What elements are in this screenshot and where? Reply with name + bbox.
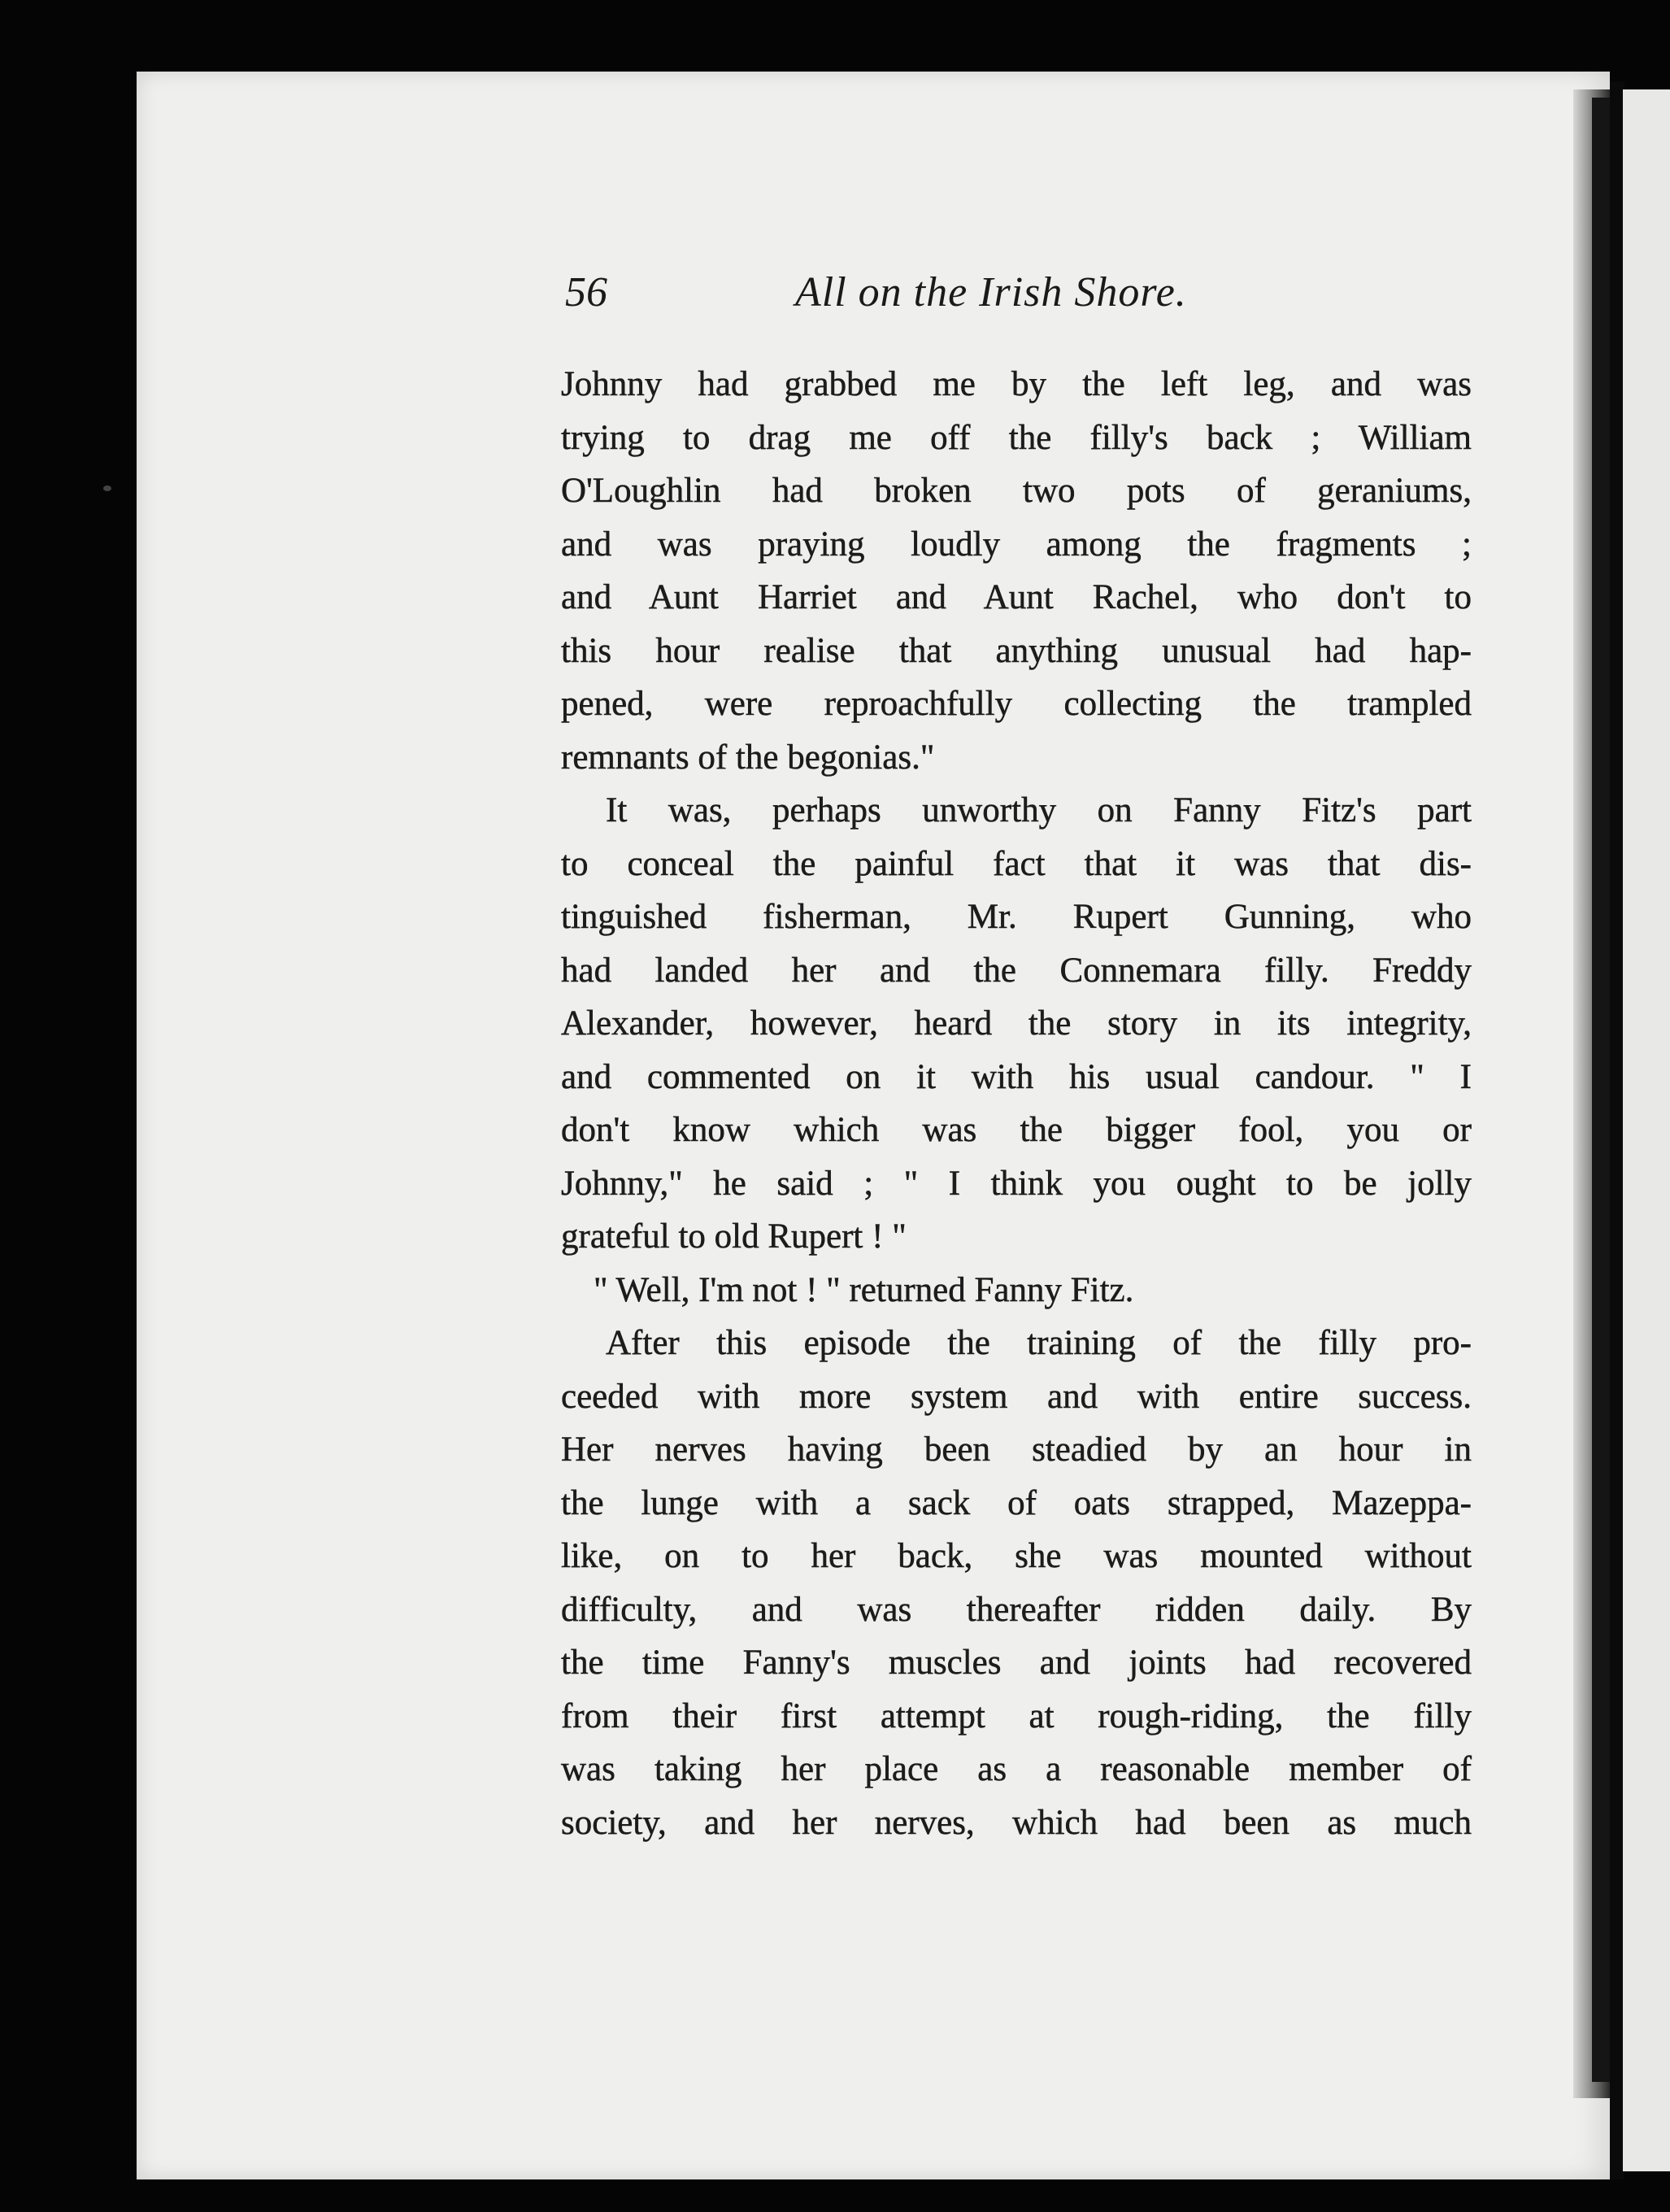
text-line: had landed her and the Connemara filly. Freddy bbox=[561, 951, 1472, 990]
running-title: All on the Irish Shore. bbox=[795, 269, 1187, 316]
text-line: Johnny," he said ; " I think you ought to be jolly bbox=[561, 1164, 1472, 1203]
body-text bbox=[561, 358, 1472, 1849]
text-line: tinguished fisherman, Mr. Rupert Gunning, who bbox=[561, 898, 1472, 936]
text-line: like, on to her back, she was mounted without bbox=[561, 1537, 1472, 1575]
text-line: remnants of the begonias." bbox=[561, 738, 935, 777]
text-line: from their first attempt at rough-riding, the filly bbox=[561, 1696, 1472, 1735]
page-number: 56 bbox=[565, 269, 607, 316]
text-line: the time Fanny's muscles and joints had recovered bbox=[561, 1644, 1472, 1682]
text-line: and Aunt Harriet and Aunt Rachel, who don't to bbox=[561, 578, 1472, 616]
facing-page-edge bbox=[1623, 89, 1670, 2171]
text-line: don't know which was the bigger fool, you or bbox=[561, 1111, 1472, 1149]
binding-shadow bbox=[1592, 98, 1610, 2082]
scan-speck bbox=[103, 486, 111, 491]
text-line: difficulty, and was thereafter ridden daily. By bbox=[561, 1590, 1472, 1629]
text-line: " Well, I'm not ! " returned Fanny Fitz. bbox=[594, 1270, 1134, 1309]
text-line: was taking her place as a reasonable member of bbox=[561, 1750, 1472, 1788]
text-line: trying to drag me off the filly's back ; William bbox=[561, 418, 1472, 457]
text-line: O'Loughlin had broken two pots of geraniums, bbox=[561, 472, 1472, 510]
text-line: this hour realise that anything unusual had hap- bbox=[561, 631, 1472, 670]
text-line: to conceal the painful fact that it was that dis- bbox=[561, 844, 1472, 883]
text-line: It was, perhaps unworthy on Fanny Fitz's part bbox=[606, 791, 1472, 830]
text-line: the lunge with a sack of oats strapped, Mazeppa- bbox=[561, 1483, 1472, 1522]
text-line: pened, were reproachfully collecting the trampled bbox=[561, 685, 1472, 723]
text-line: Alexander, however, heard the story in its integrity, bbox=[561, 1004, 1472, 1043]
text-line: and was praying loudly among the fragments ; bbox=[561, 525, 1472, 564]
text-line: After this episode the training of the filly pro- bbox=[606, 1324, 1472, 1362]
text-line: ceeded with more system and with entire success. bbox=[561, 1377, 1472, 1416]
text-line: grateful to old Rupert ! " bbox=[561, 1217, 907, 1256]
text-line: Her nerves having been steadied by an hour in bbox=[561, 1430, 1472, 1469]
running-head bbox=[565, 268, 1480, 333]
text-line: and commented on it with his usual candour. " I bbox=[561, 1057, 1472, 1096]
text-line: society, and her nerves, which had been as much bbox=[561, 1803, 1472, 1842]
text-line: Johnny had grabbed me by the left leg, and was bbox=[561, 365, 1472, 403]
